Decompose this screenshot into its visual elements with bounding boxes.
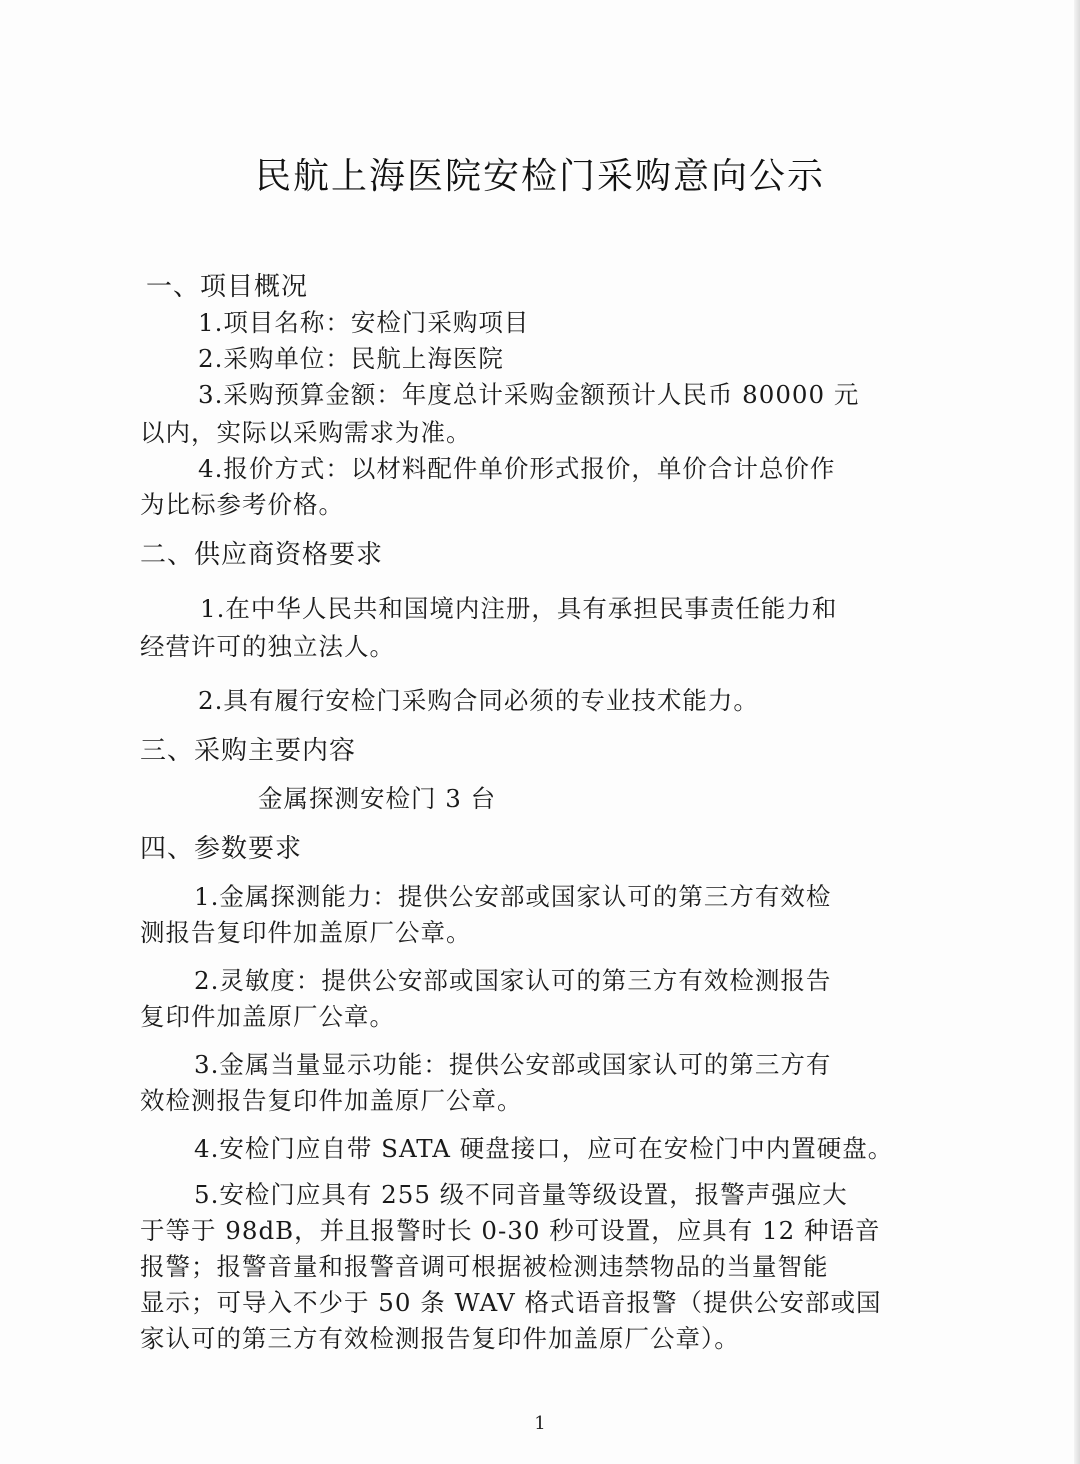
param-3: 3.金属当量显示功能：提供公安部或国家认可的第三方有: [194, 1050, 832, 1079]
budget-line: 3.采购预算金额：年度总计采购金额预计人民币 80000 元: [198, 380, 860, 409]
quotation-line-cont: 为比标参考价格。: [140, 490, 344, 519]
scan-edge-shadow: [1074, 0, 1080, 1464]
param-1: 1.金属探测能力：提供公安部或国家认可的第三方有效检: [194, 882, 832, 911]
section-heading-content: 三、采购主要内容: [140, 736, 357, 766]
purchasing-unit-line: 2.采购单位：民航上海医院: [198, 344, 504, 373]
param-4: 4.安检门应自带 SATA 硬盘接口，应可在安检门中内置硬盘。: [194, 1134, 894, 1163]
project-name-line: 1.项目名称：安检门采购项目: [198, 308, 530, 337]
param-5-cont-3: 显示；可导入不少于 50 条 WAV 格式语音报警（提供公安部或国: [140, 1288, 882, 1317]
param-5-cont-2: 报警；报警音量和报警音调可根据被检测违禁物品的当量智能: [140, 1252, 829, 1281]
section-heading-overview: 一、项目概况: [146, 272, 309, 302]
param-1-cont: 测报告复印件加盖原厂公章。: [140, 918, 472, 947]
section-heading-parameters: 四、参数要求: [140, 834, 303, 864]
content-item: 金属探测安检门 3 台: [258, 784, 497, 813]
page-number: 1: [534, 1413, 546, 1434]
param-2-cont: 复印件加盖原厂公章。: [140, 1002, 395, 1031]
param-5-cont-1: 于等于 98dB，并且报警时长 0-30 秒可设置，应具有 12 种语音: [140, 1216, 881, 1245]
param-3-cont: 效检测报告复印件加盖原厂公章。: [140, 1086, 523, 1115]
quotation-line: 4.报价方式：以材料配件单价形式报价，单价合计总价作: [198, 454, 836, 483]
param-5-cont-4: 家认可的第三方有效检测报告复印件加盖原厂公章）。: [140, 1324, 740, 1353]
param-2: 2.灵敏度：提供公安部或国家认可的第三方有效检测报告: [194, 966, 832, 995]
supplier-req-2: 2.具有履行安检门采购合同必须的专业技术能力。: [198, 686, 759, 715]
supplier-req-1: 1.在中华人民共和国境内注册，具有承担民事责任能力和: [200, 594, 838, 623]
document-title: 民航上海医院安检门采购意向公示: [254, 156, 825, 197]
section-heading-supplier: 二、供应商资格要求: [140, 540, 384, 570]
param-5: 5.安检门应具有 255 级不同音量等级设置，报警声强应大: [194, 1180, 848, 1209]
budget-line-cont: 以内，实际以采购需求为准。: [140, 418, 472, 447]
supplier-req-1-cont: 经营许可的独立法人。: [140, 632, 395, 661]
